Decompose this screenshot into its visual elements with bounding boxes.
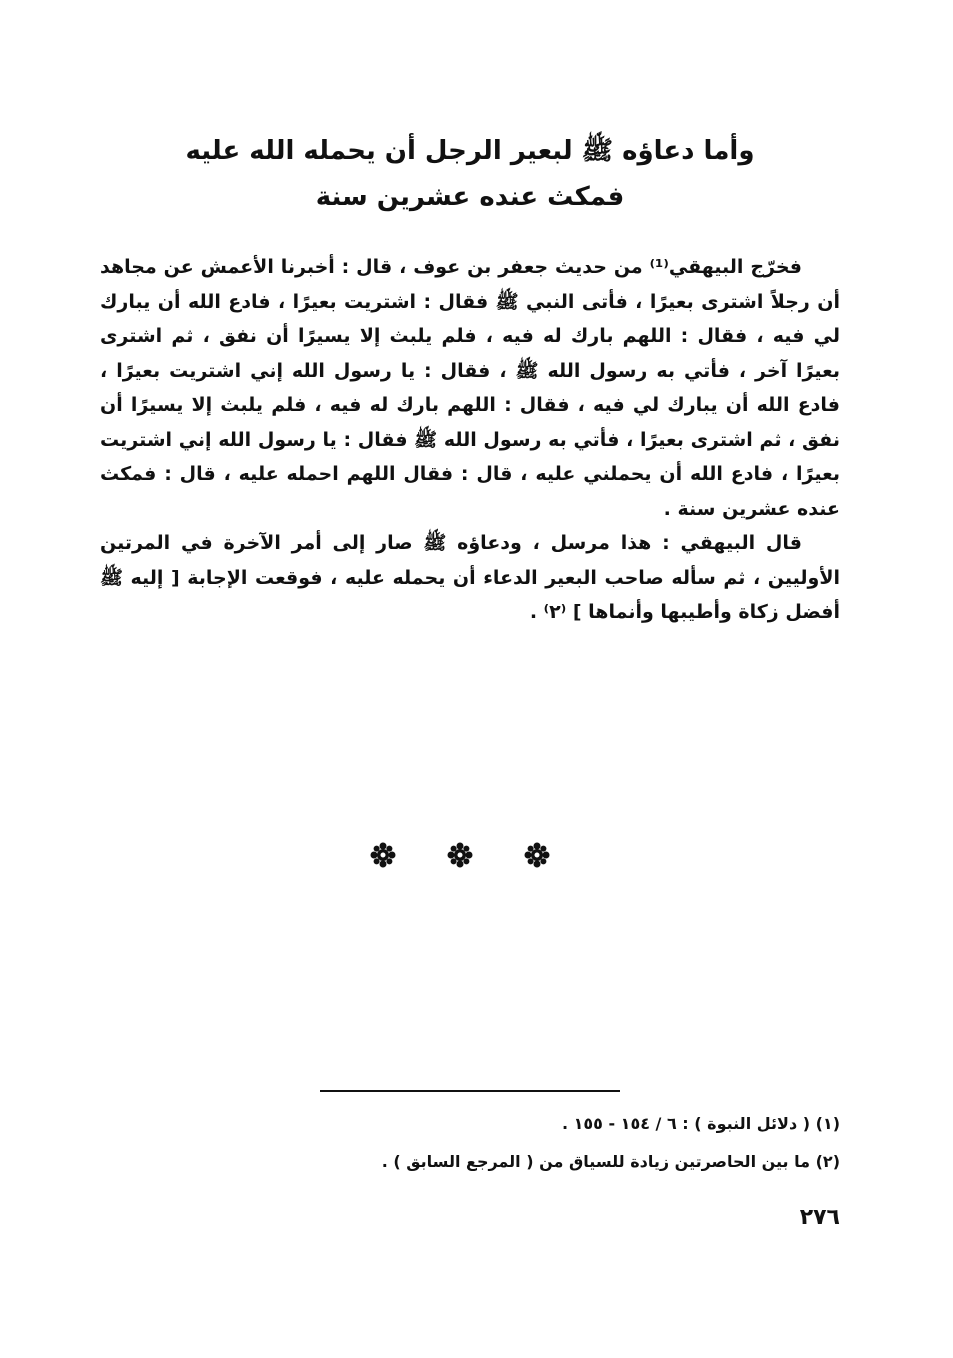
footnote-separator [320,1090,620,1092]
section-divider-ornaments [370,842,550,868]
footnote-2: (٢) ما بين الحاصرتين زيادة للسياق من ( المرجع السابق ) . [381,1152,840,1171]
heading-line-1: وأما دعاؤه ﷺ لبعير الرجل أن يحمله الله عليه [185,136,755,166]
footnotes [100,1105,840,1181]
paragraph-commentary: قال البيهقي : هذا مرسل ، ودعاؤه ﷺ صار إلى أمر الآخرة في المرتين الأوليين ، ثم سأله صاحب البعير الدعاء أن يحمله عليه ، فوقعت الإجابة [ إليه ﷺ أفضل زكاة وأطيبها وأنماها ] ⁽٢⁾ . [100,532,840,623]
paragraph-hadith: فخرّج البيهقي⁽¹⁾ من حديث جعفر بن عوف ، قال : أخبرنا الأعمش عن مجاهد أن رجلاً اشترى بعيرًا ، فأتى النبي ﷺ فقال : اشتريت بعيرًا ، فادع الله أن يبارك لي فيه ، فقال : اللهم بارك له فيه ، فلم يلبث إلا يسيرًا أن نفق ، ثم اشترى بعيرًا آخر ، فأتي به رسول الله ﷺ ، فقال : يا رسول الله إني اشتريت بعيرًا ، فادع الله أن يبارك لي فيه ، فقال : اللهم بارك له فيه ، فلم يلبث إلا يسيرًا أن نفق ، ثم اشترى بعيرًا ، فأتي به رسول الله ﷺ فقال : يا رسول الله إني اشتريت بعيرًا ، فادع الله أن يحملني عليه ، قال : فقال اللهم احمله عليه ، قال : فمكث عنده عشرين سنة . [100,256,840,520]
body-text [100,250,840,630]
flower-ornament-icon [524,842,550,868]
heading-line-2: فمكث عنده عشرين سنة [315,182,625,212]
flower-ornament-icon [447,842,473,868]
page-number: ٢٧٦ [799,1205,840,1230]
section-heading [100,128,840,220]
flower-ornament-icon [370,842,396,868]
footnote-1: (١) ( دلائل النبوة ) : ٦ / ١٥٤ - ١٥٥ . [561,1114,840,1133]
